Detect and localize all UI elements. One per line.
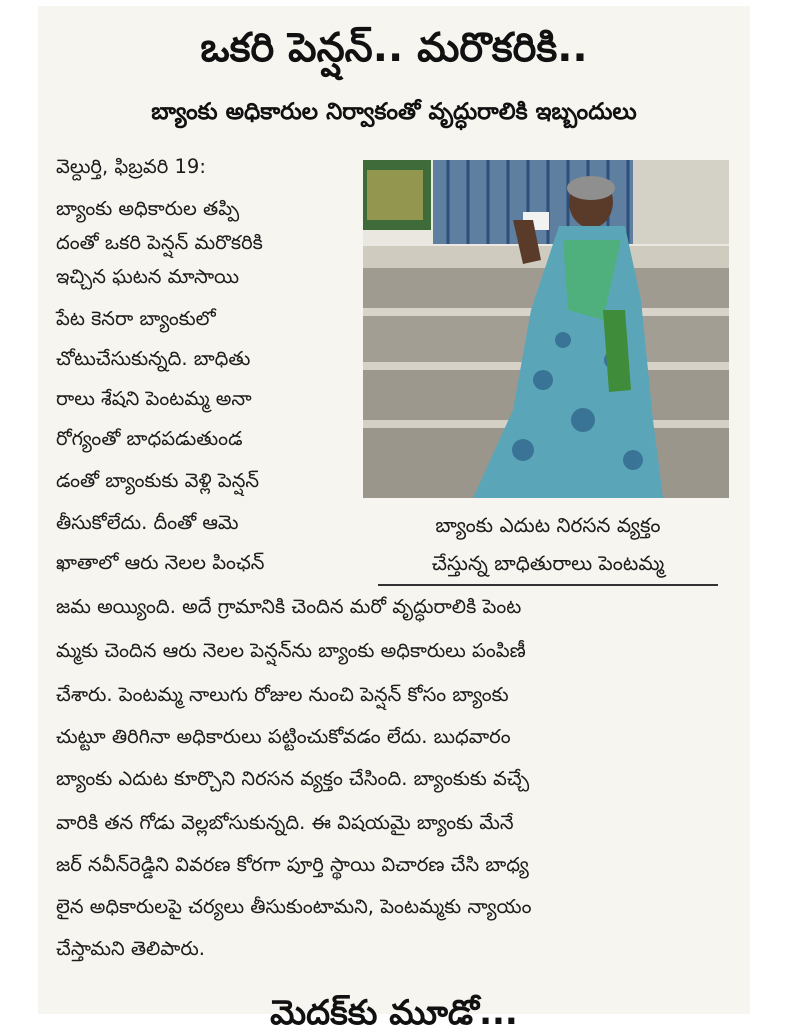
- column-line: ఖాతాలో ఆరు నెలల పింఛన్: [56, 551, 265, 574]
- body-line: జమ అయ్యింది. అదే గ్రామానికి చెందిన మరో వృద్ధురాలికి పెంట: [56, 595, 522, 618]
- body-line: మ్మకు చెందిన ఆరు నెలల పెన్షన్‌ను బ్యాంకు అధికారులు పంపిణీ: [56, 639, 526, 662]
- caption-rule: [378, 584, 718, 586]
- photo-caption: [368, 506, 728, 582]
- photo-illustration: [363, 160, 729, 498]
- column-line: తీసుకోలేదు. దీంతో ఆమె: [56, 511, 239, 534]
- subheadline: బ్యాంకు అధికారుల నిర్వాకంతో వృద్ధురాలికి ఇబ్బందులు: [151, 99, 637, 125]
- body-line: వారికి తన గోడు వెల్లబోసుకున్నది. ఈ విషయమై బ్యాంకు మేనే: [56, 811, 514, 834]
- body-line: జర్ నవీన్‌రెడ్డిని వివరణ కోరగా పూర్తి స్థాయి విచారణ చేసి బాధ్య: [56, 853, 529, 876]
- headline: ఒకరి పెన్షన్.. మరొకరికి..: [200, 25, 588, 71]
- body-line: లైన అధికారులపై చర్యలు తీసుకుంటామని, పెంటమ్మకు న్యాయం: [56, 895, 532, 918]
- body-line: చేస్తామని తెలిపారు.: [56, 937, 205, 960]
- next-article-headline-fragment: మెదక్‌కు మూడో...: [270, 993, 518, 1033]
- caption-line-2: చేస్తున్న బాధితురాలు పెంటమ్మ: [431, 551, 665, 575]
- body-line: బ్యాంకు ఎదుట కూర్చొని నిరసన వ్యక్తం చేసింది. బ్యాంకుకు వచ్చే: [56, 767, 530, 790]
- column-line: రోగ్యంతో బాధపడుతుండ: [56, 427, 243, 450]
- caption-line-1: బ్యాంకు ఎదుట నిరసన వ్యక్తం: [435, 513, 661, 537]
- protest-photo: [363, 160, 729, 498]
- column-line: రాలు శేషని పెంటమ్మ అనా: [56, 387, 252, 410]
- newspaper-clipping: [38, 6, 750, 1033]
- column-line: ఇచ్చిన ఘటన మాసాయి: [56, 265, 240, 288]
- body-line: చేశారు. పెంటమ్మ నాలుగు రోజుల నుంచి పెన్షన్ కోసం బ్యాంకు: [56, 683, 509, 706]
- column-line: దంతో ఒకరి పెన్షన్ మరొకరికి: [56, 231, 263, 254]
- dateline: వెల్దుర్తి, ఫిబ్రవరి 19:: [56, 155, 206, 178]
- column-line: చోటుచేసుకున్నది. బాధితు: [56, 347, 251, 370]
- column-line: పేట కెనరా బ్యాంకులో: [56, 307, 216, 330]
- body-line: చుట్టూ తిరిగినా అధికారులు పట్టించుకోవడం లేదు. బుధవారం: [56, 725, 511, 748]
- column-line: బ్యాంకు అధికారుల తప్పి: [56, 197, 240, 220]
- column-line: డంతో బ్యాంకుకు వెళ్లి పెన్షన్: [56, 469, 260, 492]
